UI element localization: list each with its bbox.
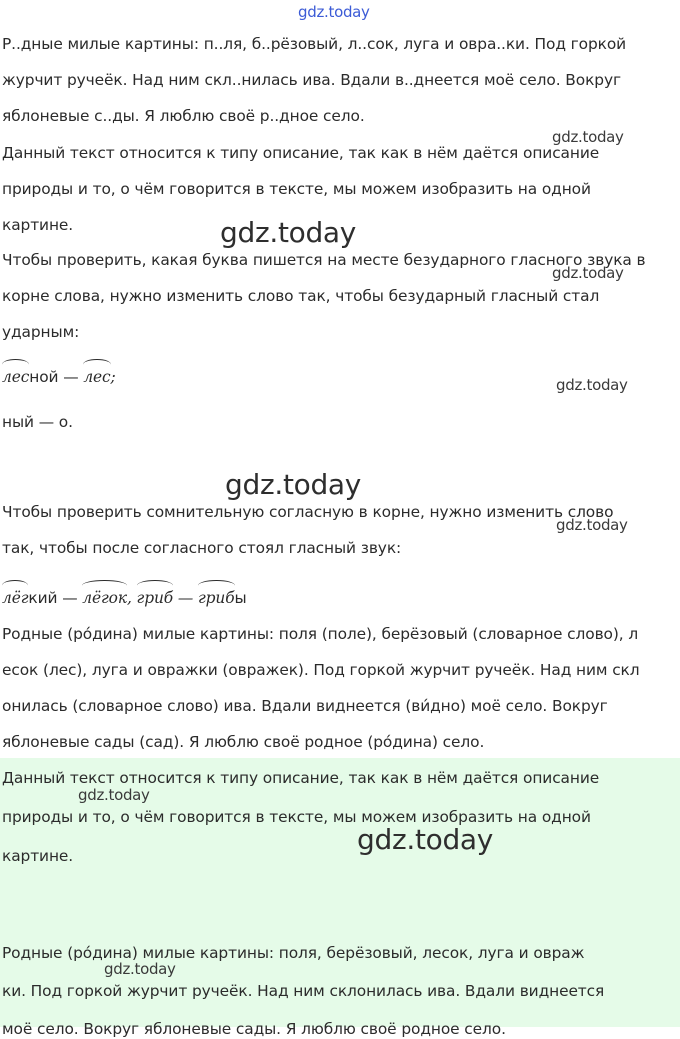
consonant-rule-line: Чтобы проверить сомнительную согласную в корне, нужно изменить слово (2, 503, 614, 521)
dash: — (173, 589, 198, 607)
word-ending: ы (234, 589, 247, 607)
vowel-rule-line: ударным: (2, 323, 80, 341)
root-arc: гриб (197, 589, 235, 607)
root-arc: лес (83, 368, 111, 386)
punctuation: ; (110, 368, 116, 386)
green-type-line: Данный текст относится к типу описание, так как в нём даётся описание (2, 769, 600, 787)
word-ending: кий (28, 589, 58, 607)
green-answer-line: Родные (ро́дина) милые картины: поля, берёзовый, лесок, луга и овраж (2, 944, 585, 962)
watermark: gdz.today (220, 216, 357, 249)
watermark: gdz.today (225, 468, 362, 501)
green-type-line: картине. (2, 847, 74, 865)
watermark-top-link[interactable]: gdz.today (298, 3, 370, 21)
answer-line: яблоневые сады (сад). Я люблю своё родное (ро́дина) село. (2, 733, 485, 751)
task-text-line: Р..дные милые картины: п..ля, б..рёзовый, л..сок, луга и овра..ки. Под горкой (2, 35, 627, 53)
word-ending: ной (29, 368, 59, 386)
vowel-note: ный — о. (2, 413, 73, 431)
explanation-line: природы и то, о чём говорится в тексте, мы можем изобразить на одной (2, 180, 591, 198)
vowel-rule-line: корне слова, нужно изменить слово так, чтобы безударный гласный стал (2, 287, 600, 305)
green-answer-line: ки. Под горкой журчит ручеёк. Над ним склонилась ива. Вдали виднеется (2, 982, 605, 1000)
answer-line: Родные (ро́дина) милые картины: поля (поле), берёзовый (словарное слово), л (2, 625, 639, 643)
comma: , (126, 589, 137, 607)
green-type-line: природы и то, о чём говорится в тексте, мы можем изобразить на одной (2, 808, 591, 826)
watermark: gdz.today (556, 376, 628, 394)
watermark: gdz.today (552, 264, 624, 282)
watermark: gdz.today (552, 128, 624, 146)
watermark: gdz.today (556, 516, 628, 534)
root-arc: лёгок (82, 589, 127, 607)
answer-line: есок (лес), луга и овражки (овражек). Под горкой журчит ручеёк. Над ним скл (2, 661, 640, 679)
consonant-example (2, 588, 676, 608)
vowel-rule-line: Чтобы проверить, какая буква пишется на месте безударного гласного звука в (2, 251, 646, 269)
root-arc: лес (2, 368, 30, 386)
task-text-line: журчит ручеёк. Над ним скл..нилась ива. Вдали в..днеется моё село. Вокруг (2, 71, 621, 89)
root-arc: лёг (2, 589, 29, 607)
explanation-line: картине. (2, 216, 74, 234)
consonant-rule-line: так, чтобы после согласного стоял гласный звук: (2, 539, 402, 557)
dash: — (58, 368, 84, 386)
green-answer-line: моё село. Вокруг яблоневые сады. Я люблю своё родное село. (2, 1020, 506, 1038)
watermark: gdz.today (78, 786, 150, 804)
dash: — (57, 589, 83, 607)
watermark: gdz.today (104, 960, 176, 978)
watermark: gdz.today (357, 823, 494, 856)
explanation-line: Данный текст относится к типу описание, так как в нём даётся описание (2, 144, 600, 162)
root-arc: гриб (136, 589, 174, 607)
task-text-line: яблоневые с..ды. Я люблю своё р..дное село. (2, 107, 365, 125)
vowel-example (2, 367, 676, 387)
answer-line: онилась (словарное слово) ива. Вдали виднеется (ви́дно) моё село. Вокруг (2, 697, 608, 715)
